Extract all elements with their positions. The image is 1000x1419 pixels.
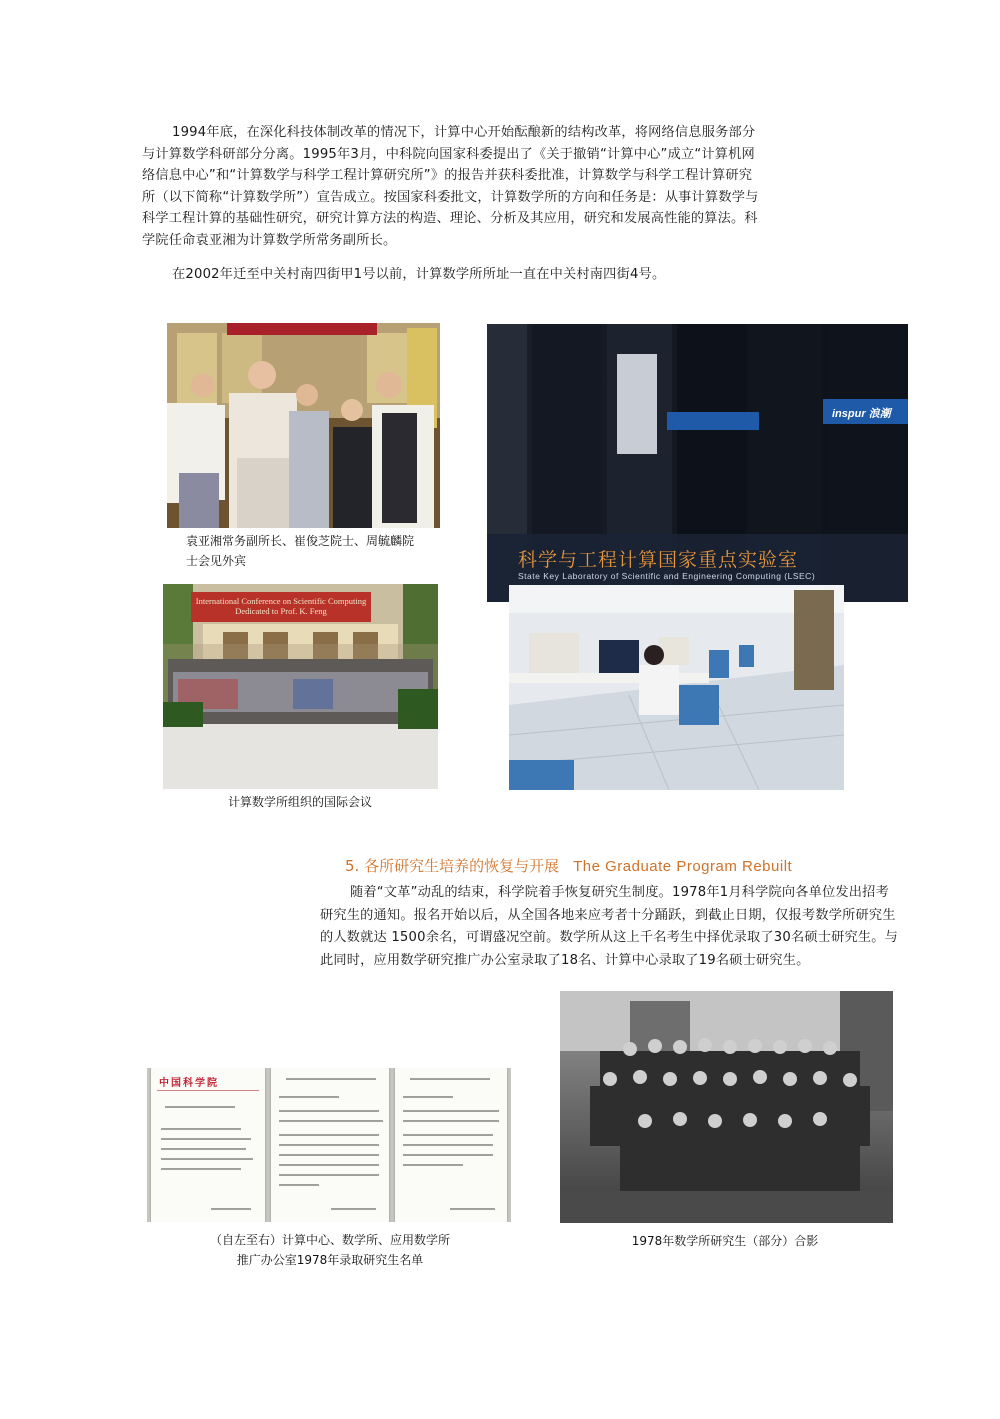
intro-paragraph-2: 在2002年迁至中关村南四街甲1号以前，计算数学所所址一直在中关村南四街4号。	[172, 267, 666, 282]
computer-lab-photo	[509, 585, 844, 790]
section-5-paragraph: 随着“文革”动乱的结束，科学院着手恢复研究生制度。1978年1月科学院向各单位发出招考研究生的通知。报名开始以后，从全国各地来应考者十分踊跃，到截止日期，仅报考数学所研究生的人数就达 1500余名，可谓盛况空前。数学所从这上千名考生中择优录取了30名硕士研究生。与此同时，应用数学研究推广办公室录取了18名、计算中心录取了19名硕士研究生。	[320, 885, 899, 968]
section-5-title-en: The Graduate Program Rebuilt	[573, 858, 793, 875]
document-page-2	[271, 1068, 389, 1222]
meeting-photo	[167, 323, 440, 528]
conference-caption: 计算数学所组织的国际会议	[227, 795, 372, 809]
meeting-caption: 袁亚湘常务副所长、崔俊芝院士、周毓麟院士会见外宾	[186, 534, 415, 568]
admission-documents-caption: （自左至右）计算中心、数学所、应用数学所推广办公室1978年录取研究生名单	[209, 1233, 450, 1267]
section-5-title-cn: 5. 各所研究生培养的恢复与开展	[345, 857, 560, 875]
document-page-1	[151, 1068, 265, 1222]
graduate-group-caption: 1978年数学所研究生（部分）合影	[631, 1234, 819, 1248]
document-header: 中国科学院	[159, 1078, 219, 1089]
conference-banner: International Conference on Scientific Computing Dedicated to Prof. K. Feng	[191, 592, 371, 622]
lab-title-cn: 科学与工程计算国家重点实验室	[518, 549, 799, 571]
svg-text:inspur 浪潮: inspur 浪潮	[832, 408, 891, 420]
graduate-group-photo	[560, 991, 893, 1223]
document-page-3	[395, 1068, 507, 1222]
section-5-title	[345, 855, 792, 876]
intro-paragraph-1: 1994年底，在深化科技体制改革的情况下，计算中心开始酝酿新的结构改革，将网络信息服务部分与计算数学科研部分分离。1995年3月，中科院向国家科委提出了《关于撤销“计算中心”成立“计算机网络信息中心”和“计算数学与科学工程计算研究所”》的报告并获科委批准，计算数学与科学工程计算研究所（以下简称“计算数学所”）宣告成立。按国家科委批文，计算数学所的方向和任务是：从事计算数学与科学工程计算的基础性研究，研究计算方法的构造、理论、分析及其应用，研究和发展高性能的算法。科学院任命袁亚湘为计算数学所常务副所长。	[142, 125, 759, 248]
admission-documents-photo	[147, 1068, 511, 1222]
lab-title-en: State Key Laboratory of Scientific and Engineering Computing (LSEC)	[518, 571, 816, 581]
conference-photo	[163, 584, 438, 789]
